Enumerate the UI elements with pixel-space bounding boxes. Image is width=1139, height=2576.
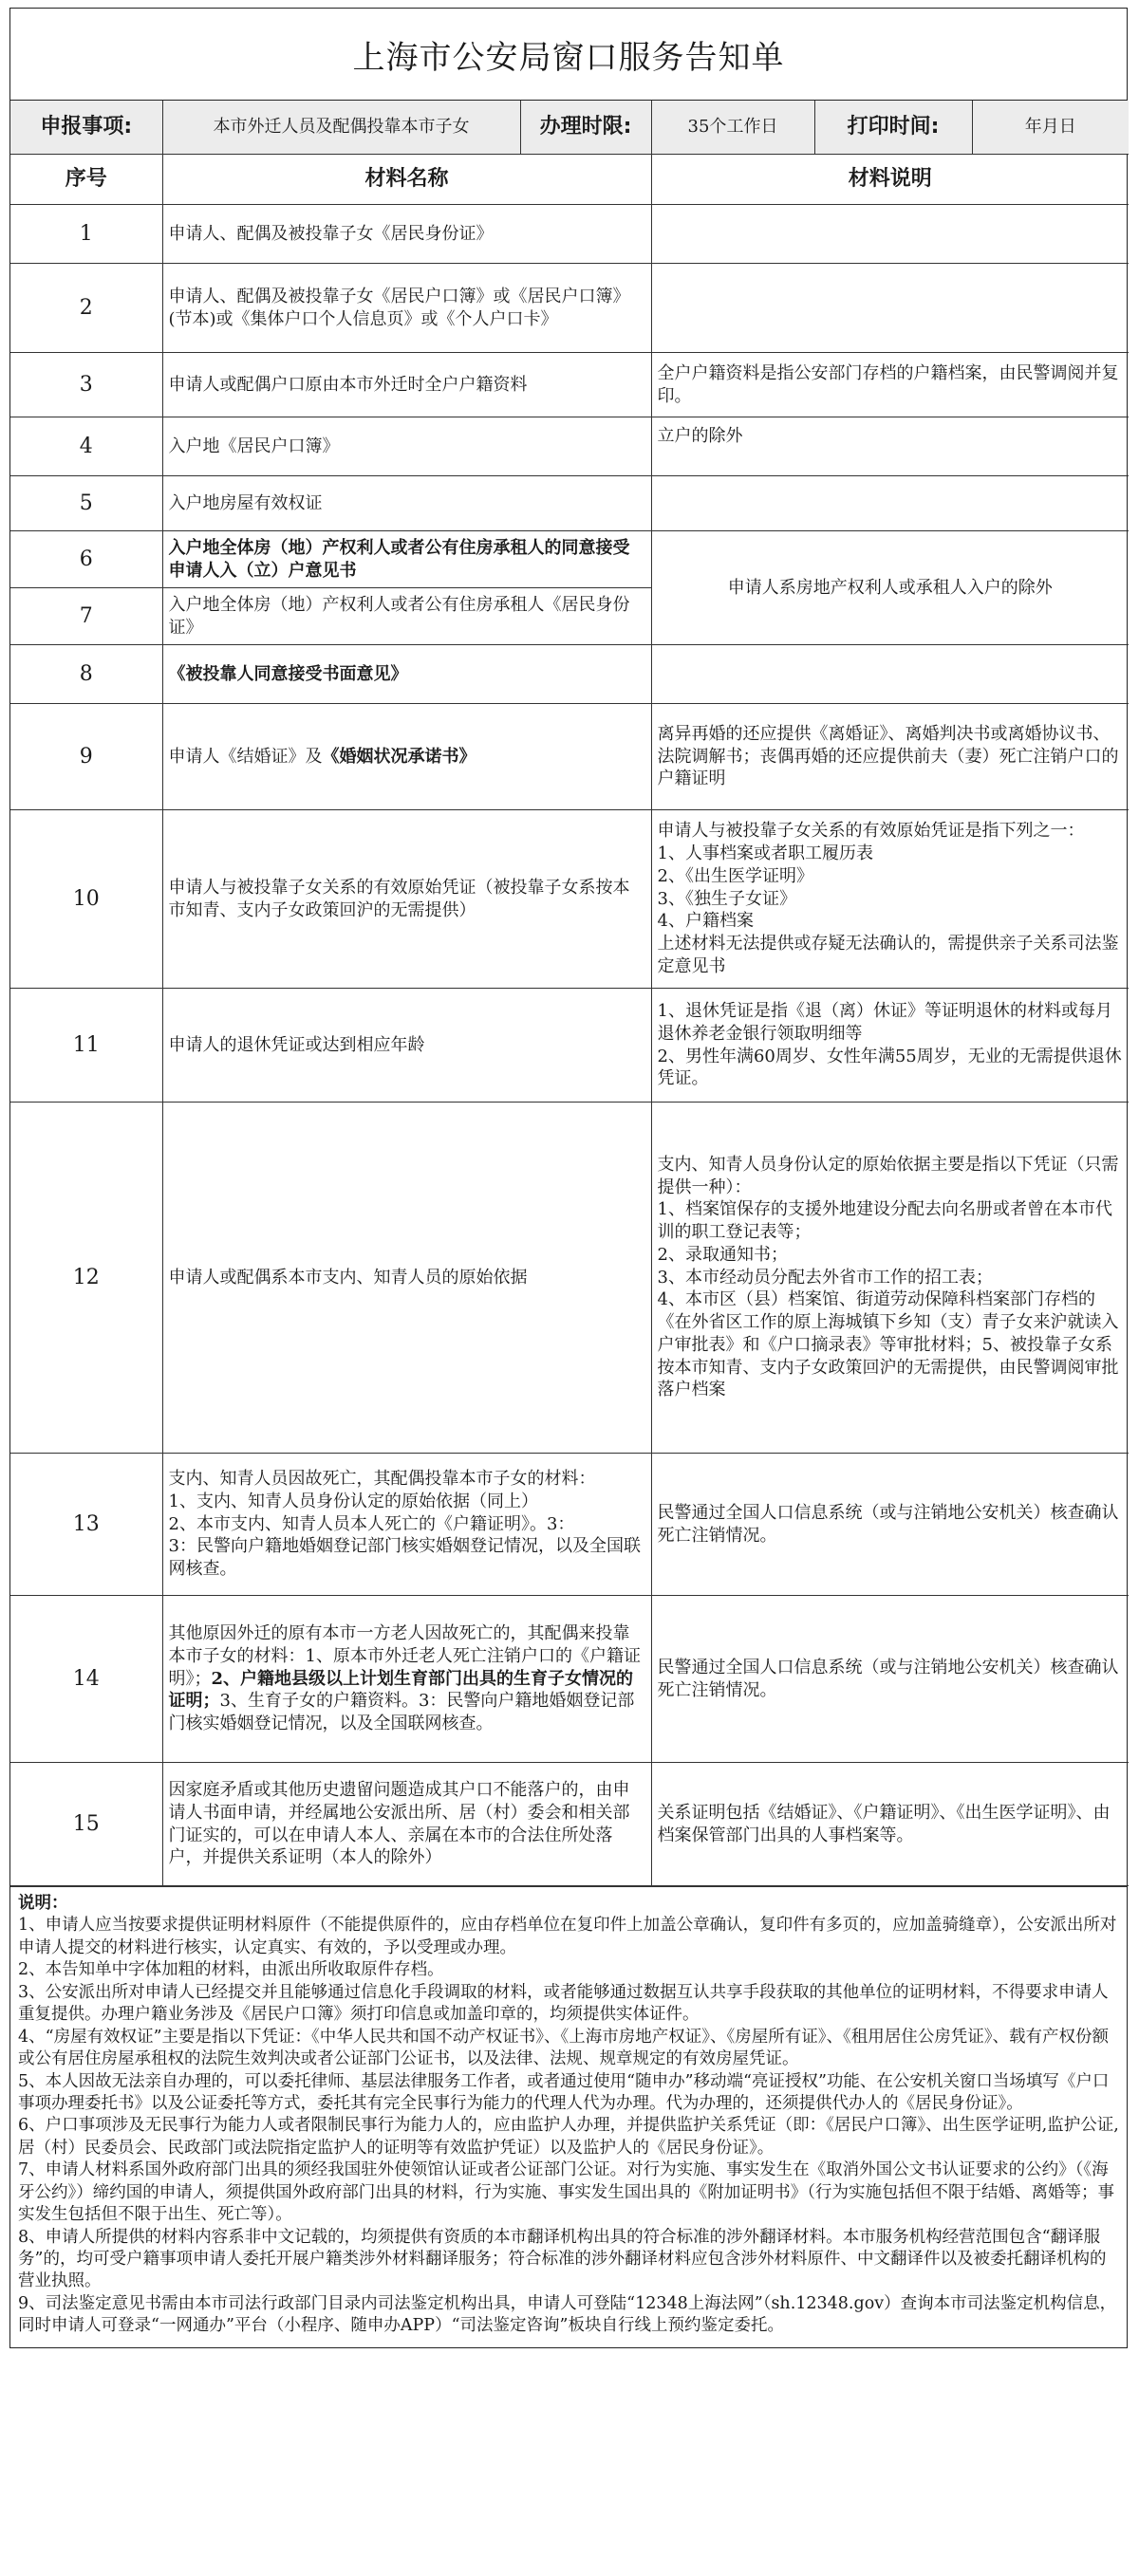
row-seq: 2 [10, 264, 162, 353]
note-line: 支内、知青人员身份认定的原始依据主要是指以下凭证（只需提供一种）： [657, 1154, 1119, 1197]
material-line: 1、支内、知青人员身份认定的原始依据（同上） [168, 1491, 538, 1511]
note-item: 6、户口事项涉及无民事行为能力人或者限制民事行为能力人的，应由监护人办理，并提供监护关系凭证（即：《居民户口簿》、出生医学证明,监护公证,居（村）民委员会、民政部门或法院指定监护人的证明等有效监护凭证）以及监护人的《居民身份证》。 [18, 2116, 1119, 2158]
material-text-bold: 《婚姻状况承诺书》 [322, 746, 476, 767]
row-material: 申请人、配偶及被投靠子女《居民身份证》 [162, 205, 651, 264]
row-seq: 14 [10, 1596, 162, 1763]
material-text-bold: 2、户籍地县级以上计划生育部门出具的生育子女情况的证明； [168, 1668, 634, 1712]
row-material [162, 1596, 651, 1763]
table-row [10, 1454, 1129, 1596]
row-seq: 9 [10, 704, 162, 810]
note-item: 9、司法鉴定意见书需由本市司法行政部门目录内司法鉴定机构出具，申请人可登陆“12348上海法网”（sh.12348.gov）查询本市司法鉴定机构信息，同时申请人可登录“一网通办”平台（小程序、随申办APP）“司法鉴定咨询”板块自行线上预约鉴定委托。 [18, 2293, 1117, 2336]
note-line: 1、人事档案或者职工履历表 [657, 843, 873, 864]
note-line: 4、户籍档案 [657, 911, 754, 932]
material-line: 3：民警向户籍地婚姻登记部门核实婚姻登记情况，以及全国联网核查。 [168, 1536, 641, 1580]
table-row [10, 476, 1129, 531]
time-label: 办理时限: [520, 101, 651, 155]
table-row [10, 704, 1129, 810]
row-material: 入户地全体房（地）产权利人或者公有住房承租人的同意接受申请人入（立）户意见书 [162, 531, 651, 588]
row-seq: 5 [10, 476, 162, 531]
row-note [651, 645, 1129, 704]
row-material: 因家庭矛盾或其他历史遗留问题造成其户口不能落户的，由申请人书面申请，并经属地公安派出所、居（村）委会和相关部门证实的，可以在申请人本人、亲属在本市的合法住所处落户，并提供关系证明（本人的除外） [162, 1763, 651, 1886]
row-note: 民警通过全国人口信息系统（或与注销地公安机关）核查确认死亡注销情况。 [651, 1596, 1129, 1763]
table-row [10, 989, 1129, 1103]
row-material [162, 704, 651, 810]
row-note [651, 1103, 1129, 1454]
note-line: 2、《出生医学证明》 [657, 865, 813, 886]
item-value: 本市外迁人员及配偶投靠本市子女 [162, 101, 520, 155]
row-seq: 15 [10, 1763, 162, 1886]
print-value: 年月日 [972, 101, 1129, 155]
material-line: 2、本市支内、知青人员本人死亡的《户籍证明》。3： [168, 1513, 575, 1534]
row-seq: 4 [10, 417, 162, 476]
row-seq: 3 [10, 353, 162, 417]
row-note [651, 989, 1129, 1103]
row-material: 申请人或配偶系本市支内、知青人员的原始依据 [162, 1103, 651, 1454]
notice-form [9, 8, 1128, 2348]
row-seq: 7 [10, 588, 162, 645]
note-item: 3、公安派出所对申请人已经提交并且能够通过信息化手段调取的材料，或者能够通过数据互认共享手段获取的其他单位的证明材料，不得要求申请人重复提供。办理户籍业务涉及《居民户口簿》须打印信息或加盖印章的，均须提供实体证件。 [18, 1982, 1109, 2025]
page-title: 上海市公安局窗口服务告知单 [10, 9, 1127, 101]
row-note: 申请人系房地产权利人或承租人入户的除外 [651, 531, 1129, 645]
materials-table [10, 101, 1129, 1886]
note-item: 4、“房屋有效权证”主要是指以下凭证：《中华人民共和国不动产权证书》、《上海市房地产权证》、《房屋所有证》、《租用居住公房凭证》、载有产权份额或公有居住房屋承租权的法院生效判决或者公证部门公证书，以及法律、法规、规章规定的有效房屋凭证。 [18, 2027, 1110, 2069]
row-note: 关系证明包括《结婚证》、《户籍证明》、《出生医学证明》、由档案保管部门出具的人事档案等。 [651, 1763, 1129, 1886]
row-seq: 13 [10, 1454, 162, 1596]
note-line: 申请人与被投靠子女关系的有效原始凭证是指下列之一： [657, 821, 1085, 842]
material-text: 3、生育子女的户籍资料。3：民警向户籍地婚姻登记部门核实婚姻登记情况，以及全国联网核查。 [168, 1691, 635, 1734]
col-note: 材料说明 [651, 155, 1129, 205]
row-material: 申请人、配偶及被投靠子女《居民户口簿》或《居民户口簿》(节本)或《集体户口个人信息页》或《个人户口卡》 [162, 264, 651, 353]
row-note: 离异再婚的还应提供《离婚证》、离婚判决书或离婚协议书、法院调解书；丧偶再婚的还应提供前夫（妻）死亡注销户口的户籍证明 [651, 704, 1129, 810]
column-header-row [10, 155, 1129, 205]
table-row [10, 1596, 1129, 1763]
note-item: 1、申请人应当按要求提供证明材料原件（不能提供原件的，应由存档单位在复印件上加盖公章确认，复印件有多页的，应加盖骑缝章），公安派出所对申请人提交的材料进行核实，认定真实、有效的，予以受理或办理。 [18, 1916, 1117, 1957]
note-line: 2、男性年满60周岁、女性年满55周岁，无业的无需提供退休凭证。 [657, 1046, 1122, 1089]
note-line: 3、《独生子女证》 [657, 888, 796, 909]
table-row [10, 645, 1129, 704]
row-seq: 11 [10, 989, 162, 1103]
note-item: 7、申请人材料系国外政府部门出具的须经我国驻外使领馆认证或者公证部门公证。对行为实施、事实发生在《取消外国公文书认证要求的公约》（《海牙公约》）缔约国的申请人，须提供国外政府部门出具的材料，行为实施、事实发生国出具的《附加证明书》（行为实施包括但不限于结婚、离婚等；事实发生包括但不限于出生、死亡等）。 [18, 2160, 1114, 2225]
note-line: 1、退休凭证是指《退（离）休证》等证明退休的材料或每月退休养老金银行领取明细等 [657, 1001, 1112, 1044]
row-note [651, 205, 1129, 264]
row-note [651, 476, 1129, 531]
table-row [10, 353, 1129, 417]
row-seq: 10 [10, 810, 162, 989]
col-seq: 序号 [10, 155, 162, 205]
row-seq: 6 [10, 531, 162, 588]
table-row [10, 1103, 1129, 1454]
table-row [10, 531, 1129, 588]
row-note [651, 264, 1129, 353]
row-material: 入户地全体房（地）产权利人或者公有住房承租人《居民身份证》 [162, 588, 651, 645]
row-note: 民警通过全国人口信息系统（或与注销地公安机关）核查确认死亡注销情况。 [651, 1454, 1129, 1596]
row-material: 入户地房屋有效权证 [162, 476, 651, 531]
row-material: 入户地《居民户口簿》 [162, 417, 651, 476]
row-note [651, 810, 1129, 989]
row-material: 申请人与被投靠子女关系的有效原始凭证（被投靠子女系按本市知青、支内子女政策回沪的无需提供） [162, 810, 651, 989]
note-line: 4、本市区（县）档案馆、街道劳动保障科档案部门存档的《在外省区工作的原上海城镇下乡知（支）青子女来沪就读入户审批表》和《户口摘录表》等审批材料；5、被投靠子女系按本市知青、支内子女政策回沪的无需提供，由民警调阅审批落户档案 [657, 1289, 1119, 1400]
col-material: 材料名称 [162, 155, 651, 205]
note-line: 1、档案馆保存的支援外地建设分配去向名册或者曾在本市代训的职工登记表等； [657, 1199, 1112, 1243]
item-label: 申报事项: [10, 101, 162, 155]
time-value: 35个工作日 [651, 101, 814, 155]
row-material: 申请人的退休凭证或达到相应年龄 [162, 989, 651, 1103]
note-line: 上述材料无法提供或存疑无法确认的，需提供亲子关系司法鉴定意见书 [657, 934, 1119, 976]
table-row [10, 417, 1129, 476]
row-material [162, 1454, 651, 1596]
table-row [10, 1763, 1129, 1886]
table-row [10, 264, 1129, 353]
note-line: 2、录取通知书； [657, 1244, 788, 1265]
row-material: 申请人或配偶户口原由本市外迁时全户户籍资料 [162, 353, 651, 417]
material-text: 其他原因外迁的原有本市一方老人因故死亡的，其配偶来投靠本市子女的材料：1、原本市外迁老人死亡注销户口的《户籍证明》； [168, 1623, 641, 1689]
row-note: 立户的除外 [651, 417, 1129, 476]
row-seq: 1 [10, 205, 162, 264]
row-seq: 12 [10, 1103, 162, 1454]
notes-section [10, 1886, 1127, 2347]
material-line: 支内、知青人员因故死亡，其配偶投靠本市子女的材料： [168, 1469, 596, 1490]
row-material: 《被投靠人同意接受书面意见》 [162, 645, 651, 704]
header-row [10, 101, 1129, 155]
table-row [10, 205, 1129, 264]
material-text: 申请人《结婚证》及 [168, 746, 323, 767]
table-row [10, 810, 1129, 989]
print-label: 打印时间: [814, 101, 972, 155]
note-item: 8、申请人所提供的材料内容系非中文记载的，均须提供有资质的本市翻译机构出具的符合标准的涉外翻译材料。本市服务机构经营范围包含“翻译服务”的，均可受户籍事项申请人委托开展户籍类涉外材料翻译服务；符合标准的涉外翻译材料应包含涉外材料原件、中文翻译件以及被委托翻译机构的营业执照。 [18, 2227, 1107, 2291]
row-note: 全户户籍资料是指公安部门存档的户籍档案，由民警调阅并复印。 [651, 353, 1129, 417]
note-item: 5、本人因故无法亲自办理的，可以委托律师、基层法律服务工作者，或者通过使用“随申办”移动端“亮证授权”功能、在公安机关窗口当场填写《户口事项办理委托书》以及公证委托等方式，委托其有完全民事行为能力的代理人代为办理。代为办理的，还须提供代办人的《居民身份证》。 [18, 2071, 1110, 2113]
note-line: 3、本市经动员分配去外省市工作的招工表； [657, 1267, 993, 1288]
notes-title: 说明： [18, 1894, 68, 1913]
row-seq: 8 [10, 645, 162, 704]
note-item: 2、本告知单中字体加粗的材料，由派出所收取原件存档。 [18, 1960, 444, 1980]
